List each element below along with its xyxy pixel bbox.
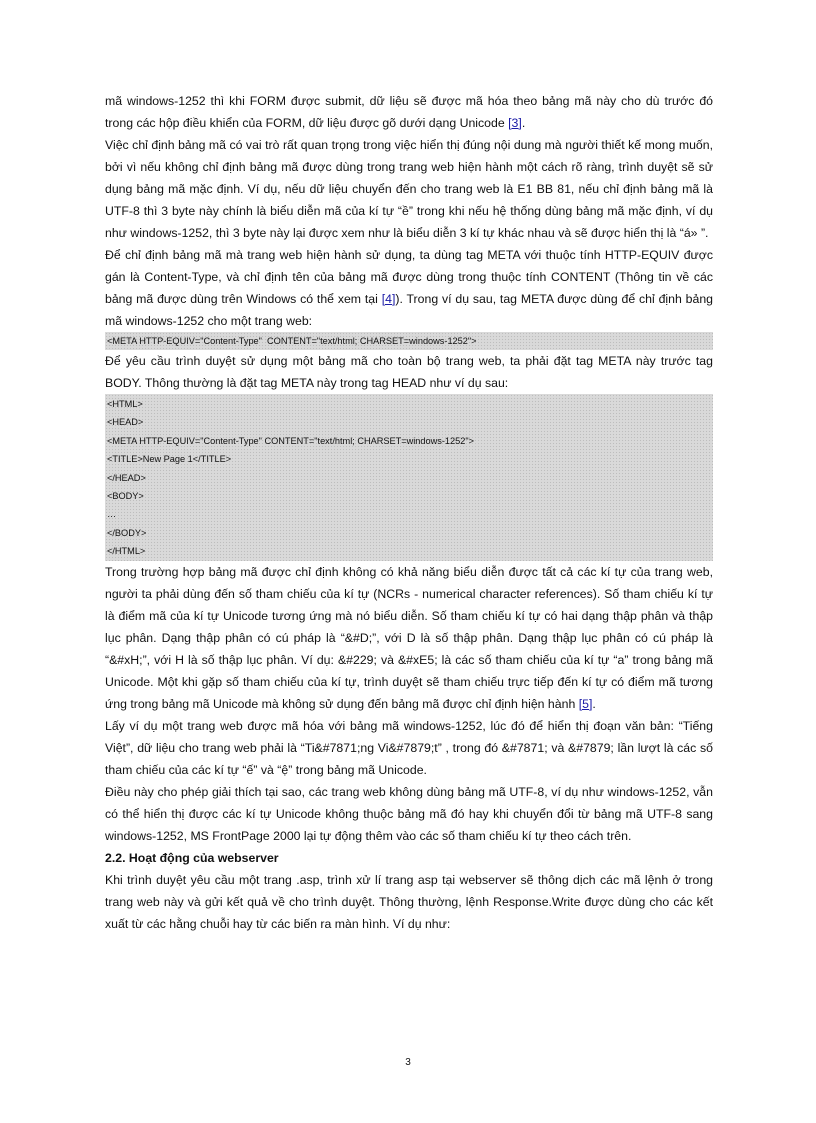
page-number: 3: [405, 1057, 411, 1068]
code-line: <BODY>: [107, 491, 144, 502]
code-line: </HTML>: [107, 546, 146, 557]
paragraph-explanation: Điều này cho phép giải thích tại sao, các trang web không dùng bảng mã UTF-8, ví dụ như windows-1252, vẫn có thể hiển thị được các kí tự Unicode không thuộc bảng mã đó hay khi chuyển đổi từ bảng mã UTF-8 sang windows-1252, MS FrontPage 2000 lại tự động thêm vào các số tham chiếu kí tự theo cách trên.: [105, 784, 713, 843]
paragraph-ncr: Trong trường hợp bảng mã được chỉ định không có khả năng biểu diễn được tất cả các kí tự của trang web, người ta phải dùng đến số tham chiếu của kí tự (NCRs - numerical character references). Số tham chiếu kí tự là điểm mã của kí tự Unicode tương ứng mà nó biểu diễn. Số tham chiếu kí tự có hai dạng thập phân và thập lục phân. Dạng thập phân có cú pháp là “&#D;”, với D là số thập phân. Dạng thập lục phân có cú pháp là “&#xH;”, với H là số thập lục phân. Ví dụ: &#229; và &#xE5; là các số tham chiếu của kí tự “a” trong bảng mã Unicode. Một khi gặp số tham chiếu của kí tự, trình duyệt sẽ tham chiếu trực tiếp đến kí tự có điểm mã tương ứng trong bảng mã Unicode mà không sử dụng đến bảng mã được chỉ định hiện hành [5].: [105, 564, 713, 711]
paragraph-meta-tag: Để chỉ định bảng mã mà trang web hiện hành sử dụng, ta dùng tag META với thuộc tính HTTP-EQUIV được gán là Content-Type, và chỉ định tên của bảng mã được dùng trong thuộc tính CONTENT (Thông tin về các bảng mã được dùng trên Windows có thể xem tại [4]). Trong ví dụ sau, tag META được dùng để chỉ định bảng mã windows-1252 cho một trang web:: [105, 248, 713, 328]
code-block-meta: [105, 332, 713, 350]
document-page: [105, 90, 713, 935]
reference-link-5[interactable]: [5]: [578, 696, 593, 711]
reference-link-4[interactable]: [4]: [381, 292, 396, 306]
reference-link-3[interactable]: [3]: [508, 116, 522, 130]
paragraph-charset-importance: Việc chỉ định bảng mã có vai trò rất quan trọng trong việc hiển thị đúng nội dung mà người thiết kế mong muốn, bởi vì nếu không chỉ định bảng mã được dùng trong trang web hiện hành một cách rõ ràng, trình duyệt sẽ sử dụng bảng mã mặc định. Ví dụ, nếu dữ liệu chuyển đến cho trang web là E1 BB 81, nếu chỉ định bảng mã là UTF-8 thì 3 byte này chính là biểu diễn mã của kí tự “ề” trong khi nếu hệ thống dùng bảng mã mặc định, ví dụ như windows-1252, thì 3 byte này lại được xem như là biểu diễn 3 kí tự khác nhau và sẽ được hiển thị là “á» ”.: [105, 138, 713, 240]
code-line: <META HTTP-EQUIV="Content-Type" CONTENT="text/html; CHARSET=windows-1252">: [107, 336, 477, 346]
code-block-html-example: [105, 394, 713, 561]
code-line: <HEAD>: [107, 417, 144, 428]
paragraph-webserver: Khi trình duyệt yêu cầu một trang .asp, trình xử lí trang asp tại webserver sẽ thông dịch các mã lệnh ở trong trang web này và gửi kết quả về cho trình duyệt. Thông thường, lệnh Response.Write được dùng cho các kết xuất từ các hằng chuỗi hay từ các biến ra màn hình. Ví dụ như:: [105, 872, 713, 931]
paragraph-example-tieng-viet: Lấy ví dụ một trang web được mã hóa với bảng mã windows-1252, lúc đó để hiển thị đoạn văn bản: “Tiếng Việt”, dữ liệu cho trang web phải là “Ti&#7871;ng Vi&#7879;t” , trong đó &#7871; và &#7879; lần lượt là các số tham chiếu của các kí tự “ế” và “ệ” trong bảng mã Unicode.: [105, 718, 713, 777]
section-heading: 2.2. Hoạt động của webserver: [105, 850, 279, 865]
code-line: <HTML>: [107, 399, 143, 409]
code-line: </BODY>: [107, 527, 147, 538]
paragraph-meta-placement: Để yêu cầu trình duyệt sử dụng một bảng mã cho toàn bộ trang web, ta phải đặt tag META này trước tag BODY. Thông thường là đặt tag META này trong tag HEAD như ví dụ sau:: [105, 354, 713, 390]
code-line: <TITLE>New Page 1</TITLE>: [107, 454, 232, 465]
code-line: </HEAD>: [107, 472, 146, 483]
paragraph-form-encoding: mã windows-1252 thì khi FORM được submit, dữ liệu sẽ được mã hóa theo bảng mã này cho dù trước đó trong các hộp điều khiển của FORM, dữ liệu được gõ dưới dạng Unicode [3].: [105, 94, 713, 130]
code-line: …: [107, 509, 117, 520]
code-line: <META HTTP-EQUIV="Content-Type" CONTENT="text/html; CHARSET=windows-1252">: [107, 435, 474, 446]
